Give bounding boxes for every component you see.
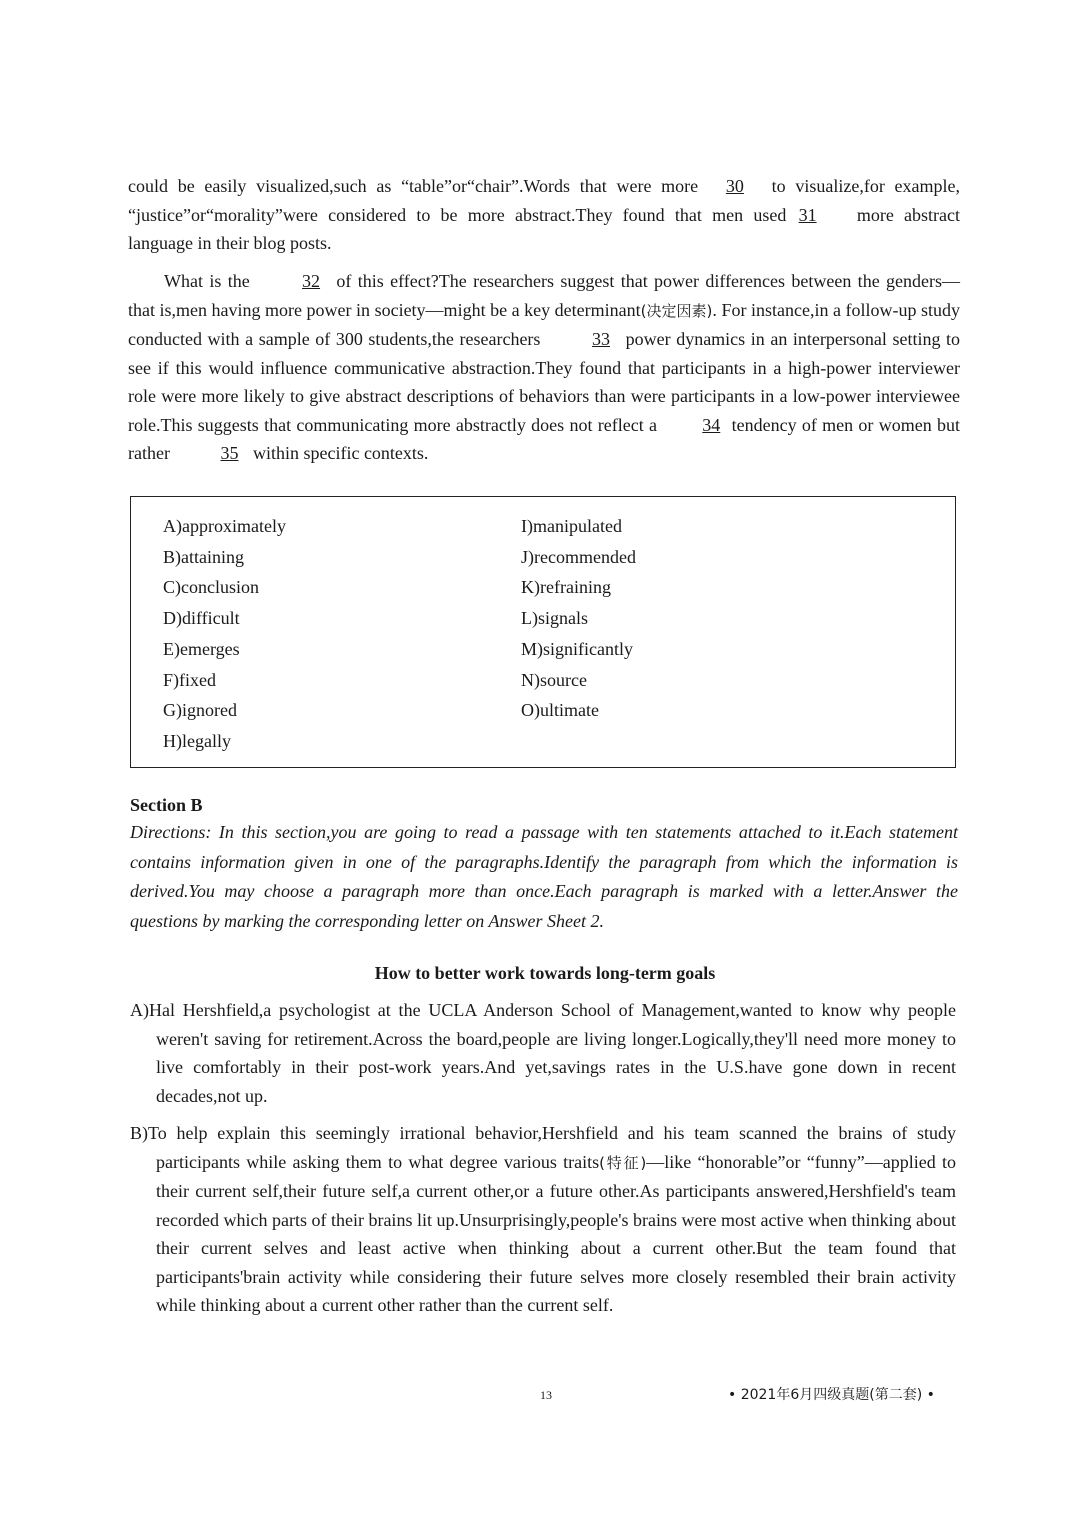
passage-paragraph-2 [128, 267, 960, 468]
word-option: M)significantly [521, 638, 633, 659]
section-b-directions: Directions: In this section,you are going to read a passage with ten statements attached to it.Each statement contains information given in one of the paragraphs.Identify the paragraph from which the information is derived.You may choose a paragraph more than once.Each paragraph is marked with a letter.Answer the questions by marking the corresponding letter on Answer Sheet 2. [130, 822, 958, 931]
blank-35[interactable]: 35 [220, 443, 239, 463]
page-number: 13 [540, 1388, 552, 1402]
paragraph-text: —like “honorable”or “funny”—applied to their current self,their future self,a current other,or a future other.As participants answered,Hershfield's team recorded which parts of their brains lit up.Unsurprisingly,people's brains were most active when thinking about their current selves and least active when thinking about a current other.But the team found that participants'brain activity while considering their future selves more closely resembled their brain activity while thinking about a current other rather than the current self. [156, 1151, 956, 1315]
word-option: B)attaining [163, 546, 244, 567]
footer-exam-title: • 2021年6月四级真题(第二套) • [728, 1387, 935, 1403]
blank-32[interactable]: 32 [302, 271, 321, 291]
word-option: A)approximately [163, 516, 286, 536]
word-option: E)emerges [163, 638, 240, 659]
word-option: C)conclusion [163, 577, 259, 598]
blank-30[interactable]: 30 [725, 176, 744, 196]
word-option: K)refraining [521, 577, 611, 598]
article-paragraph-a: A)Hal Hershfield,a psychologist at the UCLA Anderson School of Management,wanted to know why people weren't saving for retirement.Across the board,people are living longer.Logically,they'll need more money to live comfortably in their post-work years.And yet,savings rates in the U.S.have gone down in recent decades,not up. [130, 1000, 956, 1106]
word-option: I)manipulated [521, 516, 622, 536]
passage-text: tendency of men or women but rather [128, 414, 961, 463]
word-option: G)ignored [163, 700, 237, 721]
passage-text: power dynamics in an interpersonal setting to see if this would influence communicative abstraction.They found that participants in a high-power interviewer role were more likely to give abstract descriptions of behaviors than were participants in a low-power interviewee role.This suggests that communicating more abstractly does not reflect a [128, 329, 961, 435]
word-bank-right-column [521, 511, 636, 726]
word-bank-left-column [163, 511, 286, 757]
chinese-gloss: (特征) [599, 1153, 647, 1172]
blank-31[interactable]: 31 [798, 204, 817, 225]
blank-34[interactable]: 34 [702, 414, 721, 435]
passage-text: could be easily visualized,such as “table”or“chair”.Words that were more [128, 176, 699, 196]
chinese-gloss: (决定因素) [640, 301, 713, 320]
passage-text: to visualize,for example, “justice”or“morality”were considered to be more abstract.They found that men used [128, 176, 961, 225]
paragraph-text: B)To help explain this seemingly irrational behavior,Hershfield and his team scanned the brains of study participants while asking them to what degree various traits [130, 1123, 956, 1172]
passage-paragraph-1 [128, 172, 960, 258]
word-bank-box [130, 496, 956, 768]
passage-text: What is the [164, 271, 250, 291]
word-option: H)legally [163, 730, 231, 751]
word-option: J)recommended [521, 546, 636, 567]
word-option: F)fixed [163, 669, 216, 690]
passage-text: within specific contexts. [252, 443, 429, 463]
blank-33[interactable]: 33 [592, 329, 611, 349]
passage-text: of this effect?The researchers suggest that power differences between the genders—that is,men having more power in society—might be a key determinant [128, 271, 961, 320]
word-option: O)ultimate [521, 700, 599, 721]
word-option: N)source [521, 669, 587, 690]
word-option: L)signals [521, 608, 588, 629]
article-paragraph-b [130, 1119, 956, 1320]
section-b-title: Section B [130, 795, 203, 815]
passage-text: more abstract language in their blog posts. [128, 204, 961, 253]
word-option: D)difficult [163, 608, 240, 629]
article-title: How to better work towards long-term goals [374, 963, 716, 983]
passage-text: . For instance,in a follow-up study conducted with a sample of 300 students,the researchers [128, 299, 960, 349]
